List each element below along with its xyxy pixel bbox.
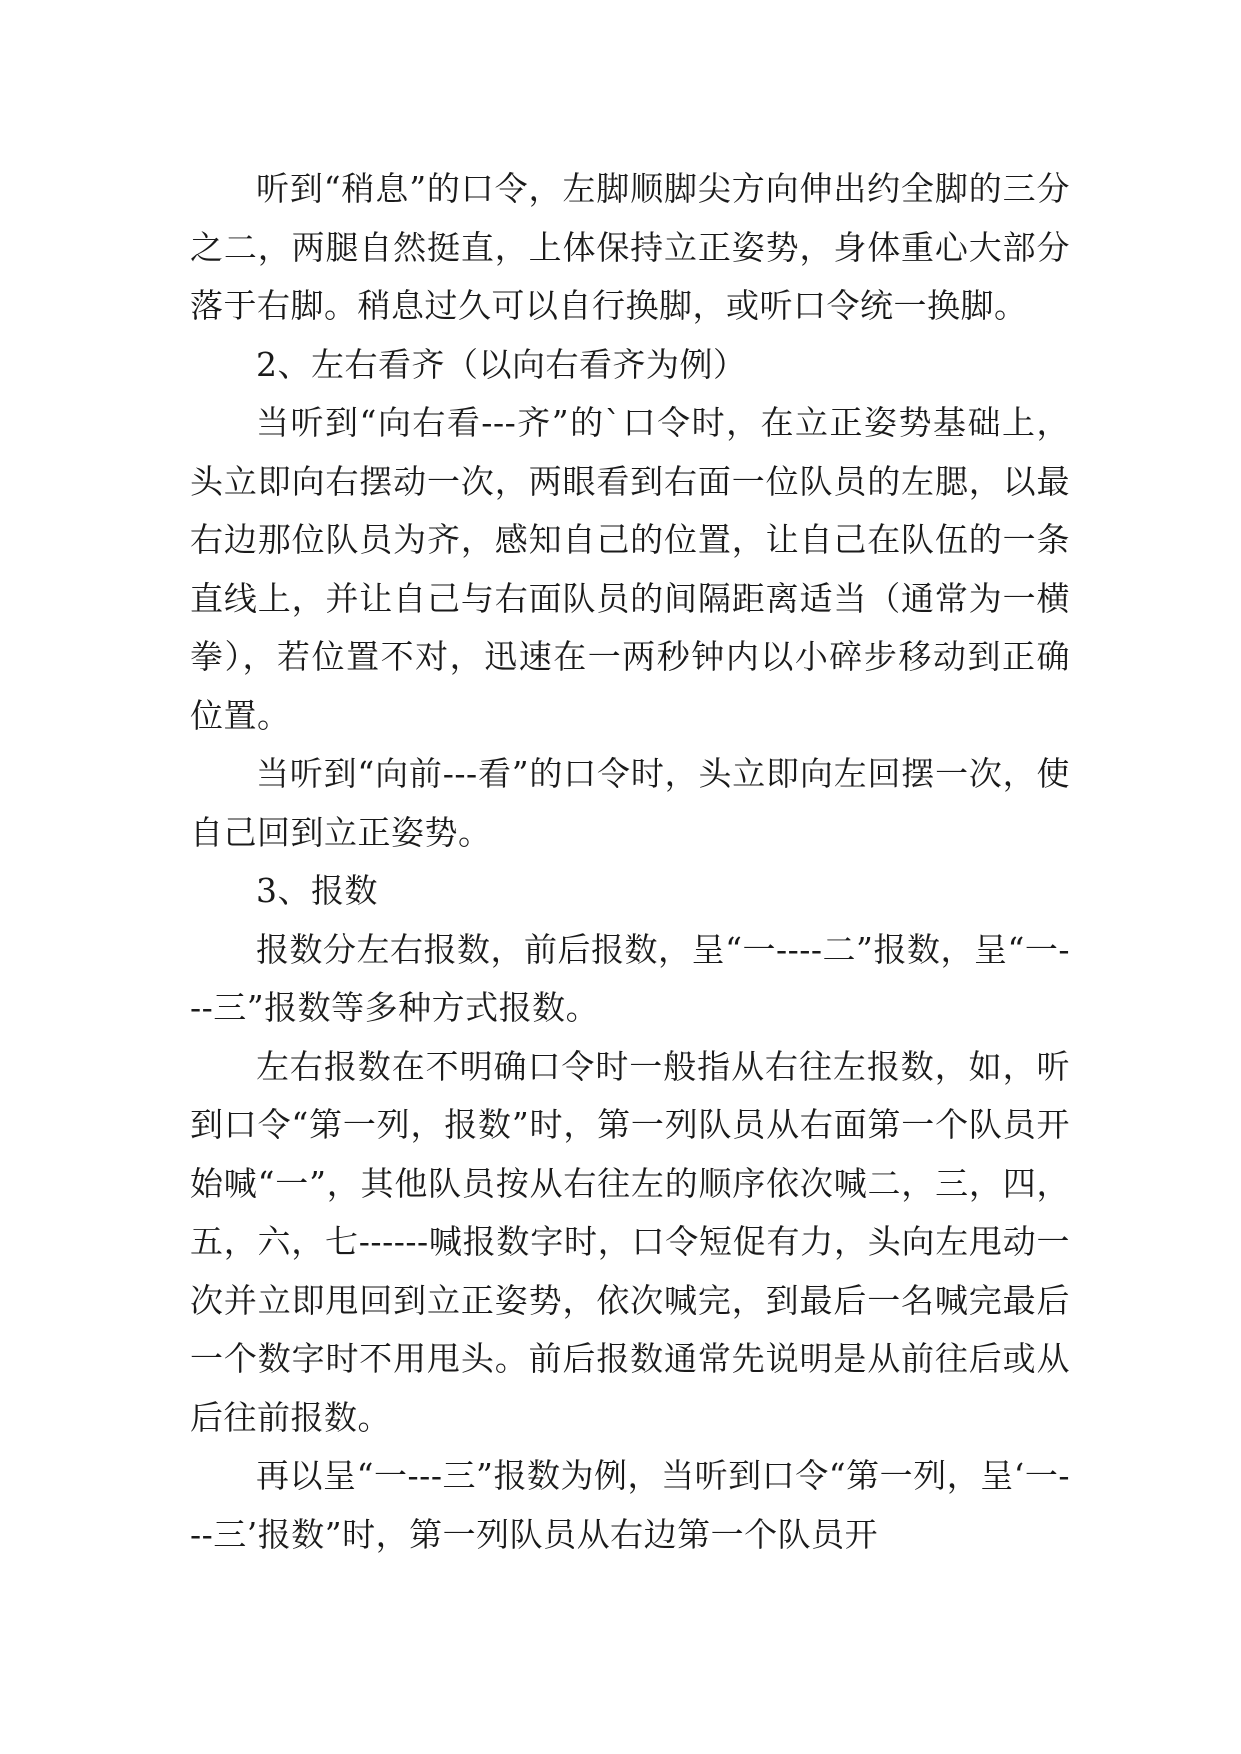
section-heading-count-off: 3、报数: [256, 871, 378, 910]
paragraph-one-three-count: 再以呈“一---三”报数为例，当听到口令“第一列，呈‘一---三’报数”时，第一列队员从右边第一个队员开: [190, 1456, 1070, 1554]
section-heading-alignment: 2、左右看齐（以向右看齐为例）: [256, 344, 747, 384]
paragraph-at-ease: 听到“稍息”的口令，左脚顺脚尖方向伸出约全脚的三分之二，两腿自然挺直，上体保持立正姿势，身体重心大部分落于右脚。稍息过久可以自行换脚，或听口令统一换脚。: [190, 169, 1070, 325]
paragraph-count-off-types: 报数分左右报数，前后报数，呈“一----二”报数，呈“一---三”报数等多种方式报数。: [190, 929, 1070, 1027]
paragraph-ready-front: 当听到“向前---看”的口令时，头立即向左回摆一次，使自己回到立正姿势。: [190, 754, 1070, 852]
paragraph-left-right-count: 左右报数在不明确口令时一般指从右往左报数，如，听到口令“第一列，报数”时，第一列队员从右面第一个队员开始喊“一”，其他队员按从右往左的顺序依次喊二，三，四，五，六，七------喊报数字时，口令短促有力，头向左甩动一次并立即甩回到立正姿势，依次喊完，到最后一名喊完最后一个数字时不用甩头。前后报数通常先说明是从前往后或从后往前报数。: [190, 1046, 1070, 1437]
body-text: [190, 160, 1070, 1564]
paragraph-dress-right: 当听到“向右看---齐”的`口令时，在立正姿势基础上，头立即向右摆动一次，两眼看到右面一位队员的左腮，以最右边那位队员为齐，感知自己的位置，让自己在队伍的一条直线上，并让自己与右面队员的间隔距离适当（通常为一横拳），若位置不对，迅速在一两秒钟内以小碎步移动到正确位置。: [190, 403, 1070, 735]
